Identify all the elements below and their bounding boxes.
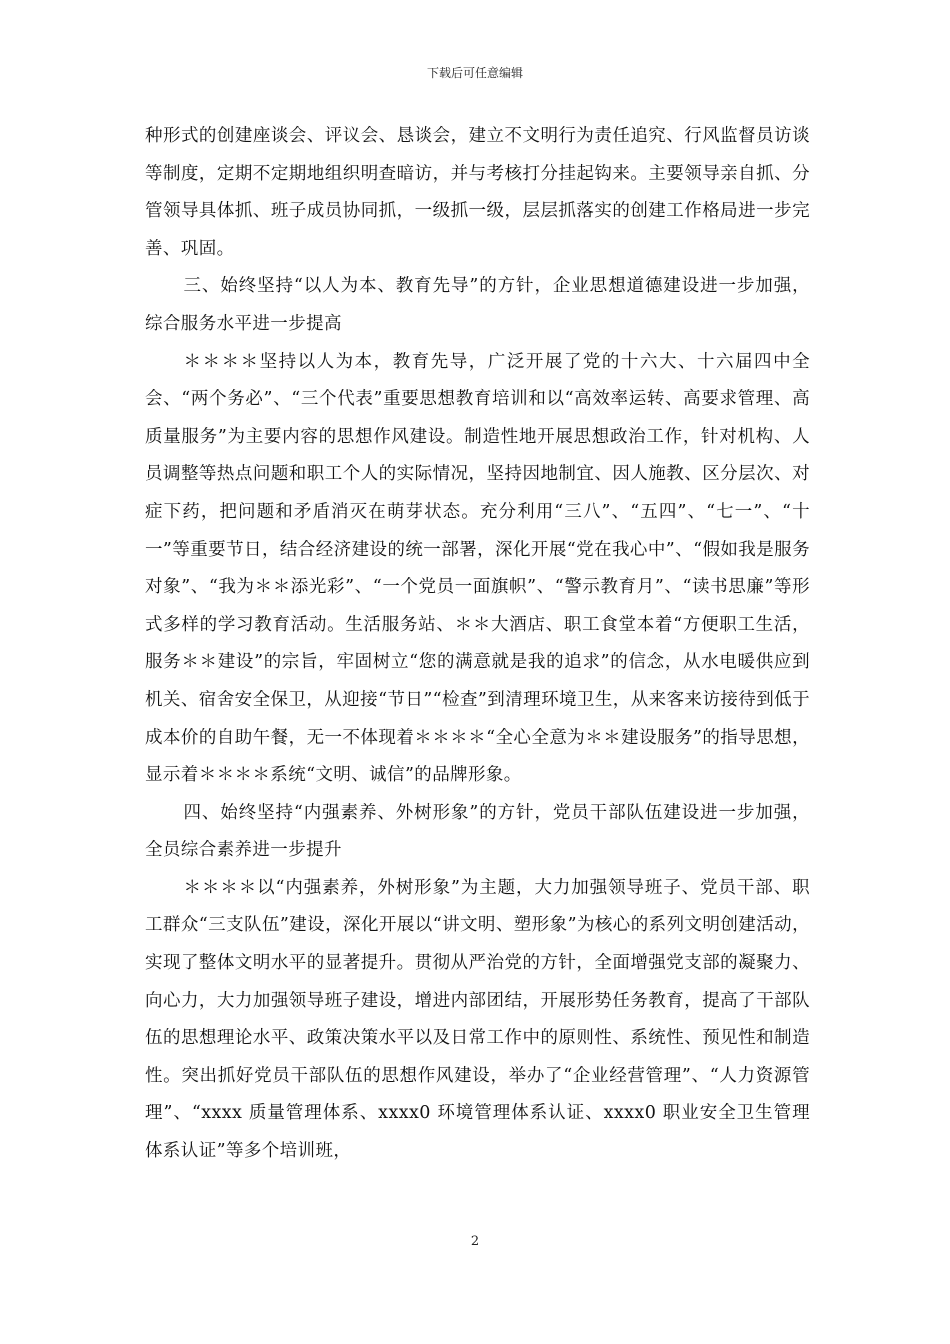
paragraph-section-3-body: ＊＊＊＊坚持以人为本，教育先导，广泛开展了党的十六大、十六届四中全会、“两个务必”、“三个代表”重要思想教育培训和以“高效率运转、高要求管理、高质量服务”为主要内容的思想作风建设。制造性地开展思想政治工作，针对机构、人员调整等热点问题和职工个人的实际情况，坚持因地制宜、因人施教、区分层次、对症下药，把问题和矛盾消灭在萌芽状态。充分利用“三八”、“五四”、“七一”、“十一”等重要节日，结合经济建设的统一部署，深化开展“党在我心中”、“假如我是服务对象”、“我为＊＊添光彩”、“一个党员一面旗帜”、“警示教育月”、“读书思廉”等形式多样的学习教育活动。生活服务站、＊＊大酒店、职工食堂本着“方便职工生活，服务＊＊建设”的宗旨，牢固树立“您的满意就是我的追求”的信念，从水电暖供应到机关、宿舍安全保卫，从迎接“节日”“检查”到清理环境卫生，从来客来访接待到低于成本价的自助午餐，无一不体现着＊＊＊＊“全心全意为＊＊建设服务”的指导思想，显示着＊＊＊＊系统“文明、诚信”的品牌形象。 — [145, 351, 810, 786]
page-header: 下载后可任意编辑 — [426, 66, 523, 80]
paragraph-continuation: 种形式的创建座谈会、评议会、恳谈会，建立不文明行为责任追究、行风监督员访谈等制度，定期不定期地组织明查暗访，并与考核打分挂起钩来。主要领导亲自抓、分管领导具体抓、班子成员协同抓，一级抓一级，层层抓落实的创建工作格局进一步完善、巩固。 — [145, 126, 810, 259]
section-heading-4: 四、始终坚持“内强素养、外树形象”的方针，党员干部队伍建设进一步加强，全员综合素养进一步提升 — [145, 802, 810, 861]
document-body — [145, 118, 810, 1171]
page-number: 2 — [470, 1234, 480, 1249]
section-heading-3: 三、始终坚持“以人为本、教育先导”的方针，企业思想道德建设进一步加强，综合服务水平进一步提高 — [145, 276, 810, 334]
paragraph-section-4-body: ＊＊＊＊以“内强素养，外树形象”为主题，大力加强领导班子、党员干部、职工群众“三支队伍”建设，深化开展以“讲文明、塑形象”为核心的系列文明创建活动，实现了整体文明水平的显著提升。贯彻从严治党的方针，全面增强党支部的凝聚力、向心力，大力加强领导班子建设，增进内部团结，开展形势任务教育，提高了干部队伍的思想理论水平、政策决策水平以及日常工作中的原则性、系统性、预见性和制造性。突出抓好党员干部队伍的思想作风建设，举办了“企业经营管理”、“人力资源管理”、“xxxx 质量管理体系、xxxx0 环境管理体系认证、xxxx0 职业安全卫生管理体系认证”等多个培训班， — [145, 877, 810, 1162]
